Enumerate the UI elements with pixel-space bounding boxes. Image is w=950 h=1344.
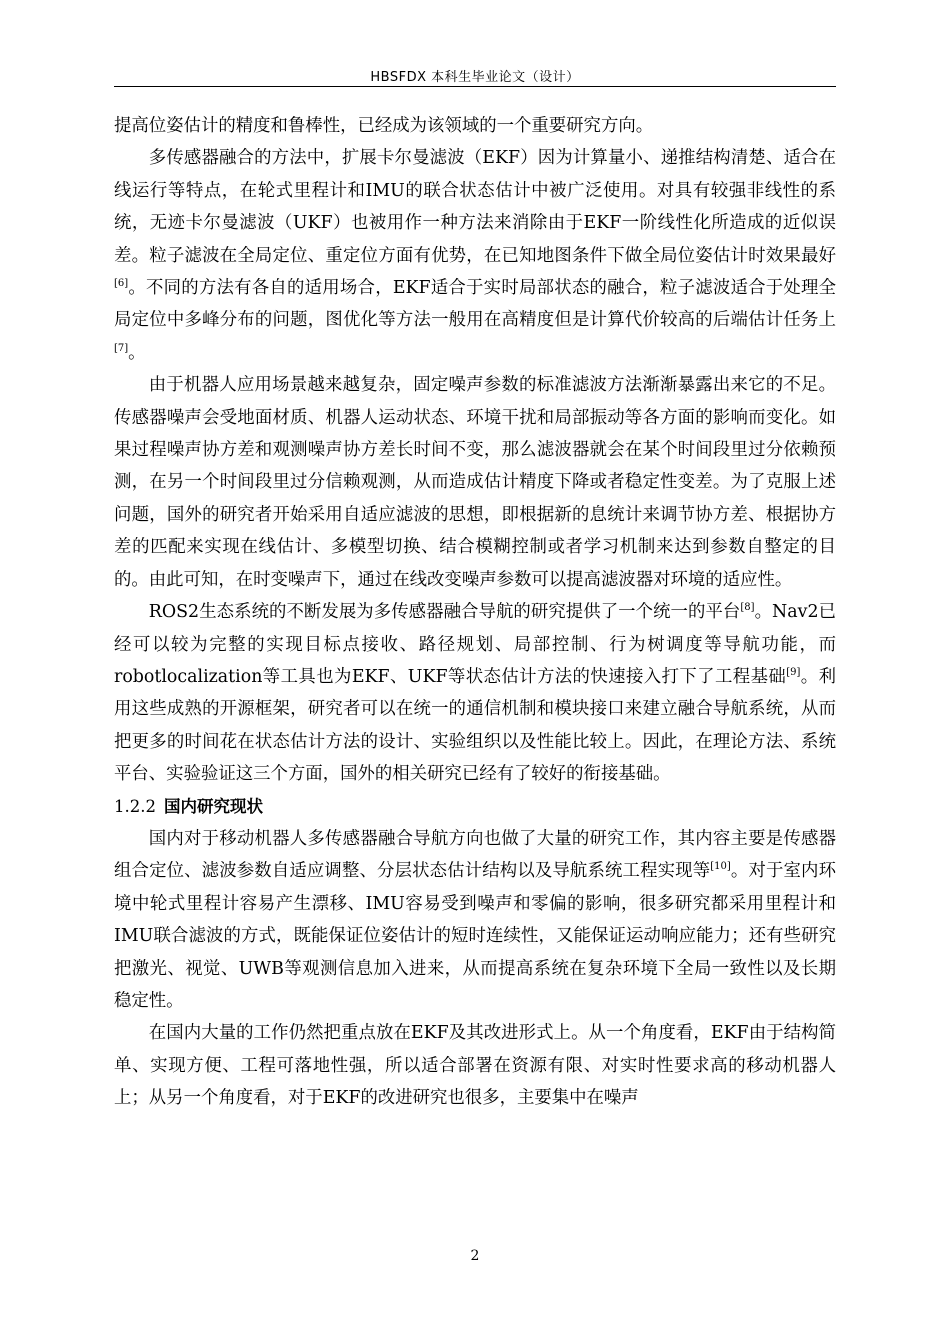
citation: [9] bbox=[786, 666, 801, 678]
body-text bbox=[114, 110, 836, 1115]
paragraph-1: 提高位姿估计的精度和鲁棒性，已经成为该领域的一个重要研究方向。 bbox=[114, 116, 654, 136]
page-number: 2 bbox=[470, 1248, 480, 1264]
paragraph-3: 由于机器人应用场景越来越复杂，固定噪声参数的标准滤波方法渐渐暴露出来它的不足。传感器噪声会受地面材质、机器人运动状态、环境干扰和局部振动等各方面的影响而变化。如果过程噪声协方差和观测噪声协方差长时间不变，那么滤波器就会在某个时间段里过分依赖预测，在另一个时间段里过分信赖观测，从而造成估计精度下降或者稳定性变差。为了克服上述问题，国外的研究者开始采用自适应滤波的思想，即根据新的息统计来调节协方差、根据协方差的匹配来实现在线估计、多模型切换、结合模糊控制或者学习机制来达到参数自整定的目的。由此可知，在时变噪声下，通过在线改变噪声参数可以提高滤波器对环境的适应性。 bbox=[114, 375, 836, 590]
paragraph-6: 在国内大量的工作仍然把重点放在EKF及其改进形式上。从一个角度看，EKF由于结构简单、实现方便、工程可落地性强，所以适合部署在资源有限、对实时性要求高的移动机器人上；从另一个角度看，对于EKF的改进研究也很多，主要集中在噪声 bbox=[114, 1023, 836, 1109]
citation: [10] bbox=[710, 861, 731, 873]
citation: [8] bbox=[740, 602, 755, 614]
section-number: 1.2.2 bbox=[114, 796, 156, 816]
citation: [6] bbox=[114, 278, 129, 290]
header-rule bbox=[114, 86, 836, 87]
citation: [7] bbox=[114, 342, 129, 354]
paragraph-4: ROS2生态系统的不断发展为多传感器融合导航的研究提供了一个统一的平台[8]。Nav2已经可以较为完整的实现目标点接收、路径规划、局部控制、行为树调度等导航功能，而robotlocalization等工具也为EKF、UKF等状态估计方法的快速接入打下了工程基础[9]。利用这些成熟的开源框架，研究者可以在统一的通信机制和模块接口来建立融合导航系统，从而把更多的时间花在状态估计方法的设计、实验组织以及性能比较上。因此，在理论方法、系统平台、实验验证这三个方面，国外的相关研究已经有了较好的衔接基础。 bbox=[114, 602, 836, 785]
paragraph-2: 多传感器融合的方法中，扩展卡尔曼滤波（EKF）因为计算量小、递推结构清楚、适合在线运行等特点，在轮式里程计和IMU的联合状态估计中被广泛使用。对具有较强非线性的系统，无迹卡尔曼滤波（UKF）也被用作一种方法来消除由于EKF一阶线性化所造成的近似误差。粒子滤波在全局定位、重定位方面有优势，在已知地图条件下做全局位姿估计时效果最好[6]。不同的方法有各自的适用场合，EKF适合于实时局部状态的融合，粒子滤波适合于处理全局定位中多峰分布的问题，图优化等方法一般用在高精度但是计算代价较高的后端估计任务上[7]。 bbox=[114, 148, 836, 363]
section-heading bbox=[114, 791, 836, 823]
paragraph-5: 国内对于移动机器人多传感器融合导航方向也做了大量的研究工作，其内容主要是传感器组合定位、滤波参数自适应调整、分层状态估计结构以及导航系统工程实现等[10]。对于室内环境中轮式里程计容易产生漂移、IMU容易受到噪声和零偏的影响，很多研究都采用里程计和IMU联合滤波的方式，既能保证位姿估计的短时连续性，又能保证运动响应能力；还有些研究把激光、视觉、UWB等观测信息加入进来，从而提高系统在复杂环境下全局一致性以及长期稳定性。 bbox=[114, 828, 836, 1011]
running-header: HBSFDX 本科生毕业论文（设计） bbox=[370, 70, 580, 85]
section-title: 国内研究现状 bbox=[163, 796, 263, 816]
